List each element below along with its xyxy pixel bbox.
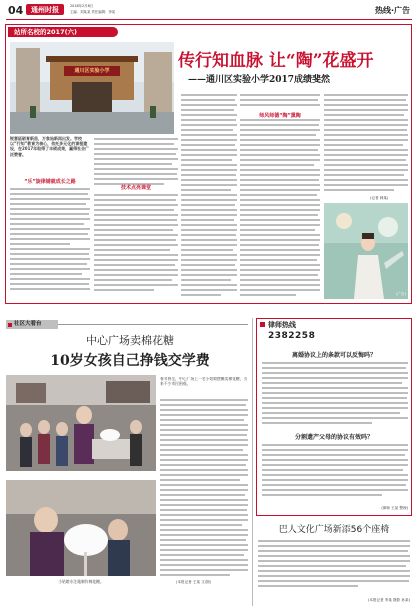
school-gate-photo	[10, 42, 174, 134]
law-q2-body	[262, 442, 408, 506]
page-number: 04	[8, 4, 24, 17]
culture-title: 巴人文化广场新添56个座椅	[278, 525, 390, 535]
news-rule	[58, 324, 248, 325]
law-signoff: (律师 王某 整理)	[381, 506, 408, 510]
subhead-music: “乐”旋律铺就成长之路	[24, 179, 76, 185]
issue-date: 2018年2月8日	[70, 4, 94, 8]
feature-subtitle: ——通川区实验小学2017成绩斐然	[188, 75, 331, 85]
feature-col3-text	[181, 92, 237, 302]
law-header-row: 律师热线 2382258	[258, 320, 410, 344]
cotton-candy-photo-1	[6, 375, 156, 471]
feature-title: 传行知血脉 让“陶”花盛开	[178, 51, 374, 71]
column-divider	[252, 318, 253, 606]
feature-col5-text	[324, 92, 408, 200]
feature-col1-text	[10, 186, 90, 298]
editor-line: 主编：刘某某 责任编辑：李某	[70, 10, 116, 14]
gate-sign: 通川区实验小学	[74, 68, 110, 74]
section-label: 热线·广告	[374, 6, 410, 15]
news-caption-bottom: 小姑娘专注地制作棉花糖。	[58, 579, 104, 584]
masthead-rule	[6, 19, 412, 20]
performance-photo	[324, 203, 408, 299]
news-tag: 社区大看台	[6, 320, 58, 329]
news-title-line2: 10岁女孩自己挣钱交学费	[50, 353, 210, 369]
cotton-candy-photo-2	[6, 480, 156, 576]
paper-logo: 通州时报	[26, 4, 64, 15]
culture-signoff: (本报记者 李某 摄影 孙某)	[367, 598, 410, 602]
subhead-tech: 技术点亮课堂	[120, 185, 151, 191]
news-title-line1: 中心广场卖棉花糖	[86, 334, 174, 347]
tag-square-icon	[8, 323, 12, 327]
feature-banner: 站所名校的2017(六)	[8, 27, 118, 37]
ad-credit: (广告)	[396, 292, 406, 296]
news-caption-top: 春节将至，中心广场上一名小姑娘摆摊卖棉花糖，引来不少市民围观。	[160, 377, 248, 386]
feature-col2b-text	[94, 192, 178, 300]
news-body-text	[160, 397, 248, 602]
law-q2-title: 分割遗产父母的协议有效吗？	[294, 434, 373, 441]
law-q1-body	[262, 360, 408, 428]
feature-col4-text	[240, 92, 320, 302]
news-signoff: (本报记者 王某 文/图)	[176, 580, 212, 584]
subhead-teachers: 师风师德“陶”熏陶	[259, 113, 301, 119]
law-square-icon	[260, 322, 265, 327]
author-credit: (记者 韩某)	[370, 196, 389, 200]
law-phone: 2382258	[268, 331, 316, 341]
masthead	[0, 0, 418, 20]
law-q1-title: 离婚协议上的条款可以反悔吗？	[291, 352, 376, 359]
lead-caption: 锐意砥砺育新苗，万象始新再出发。学校以“行知”教育为核心，依托多元化的课程建设，在2017年取得了丰硕成果，赢得社会广泛赞誉。	[10, 136, 90, 157]
culture-body	[258, 538, 410, 598]
